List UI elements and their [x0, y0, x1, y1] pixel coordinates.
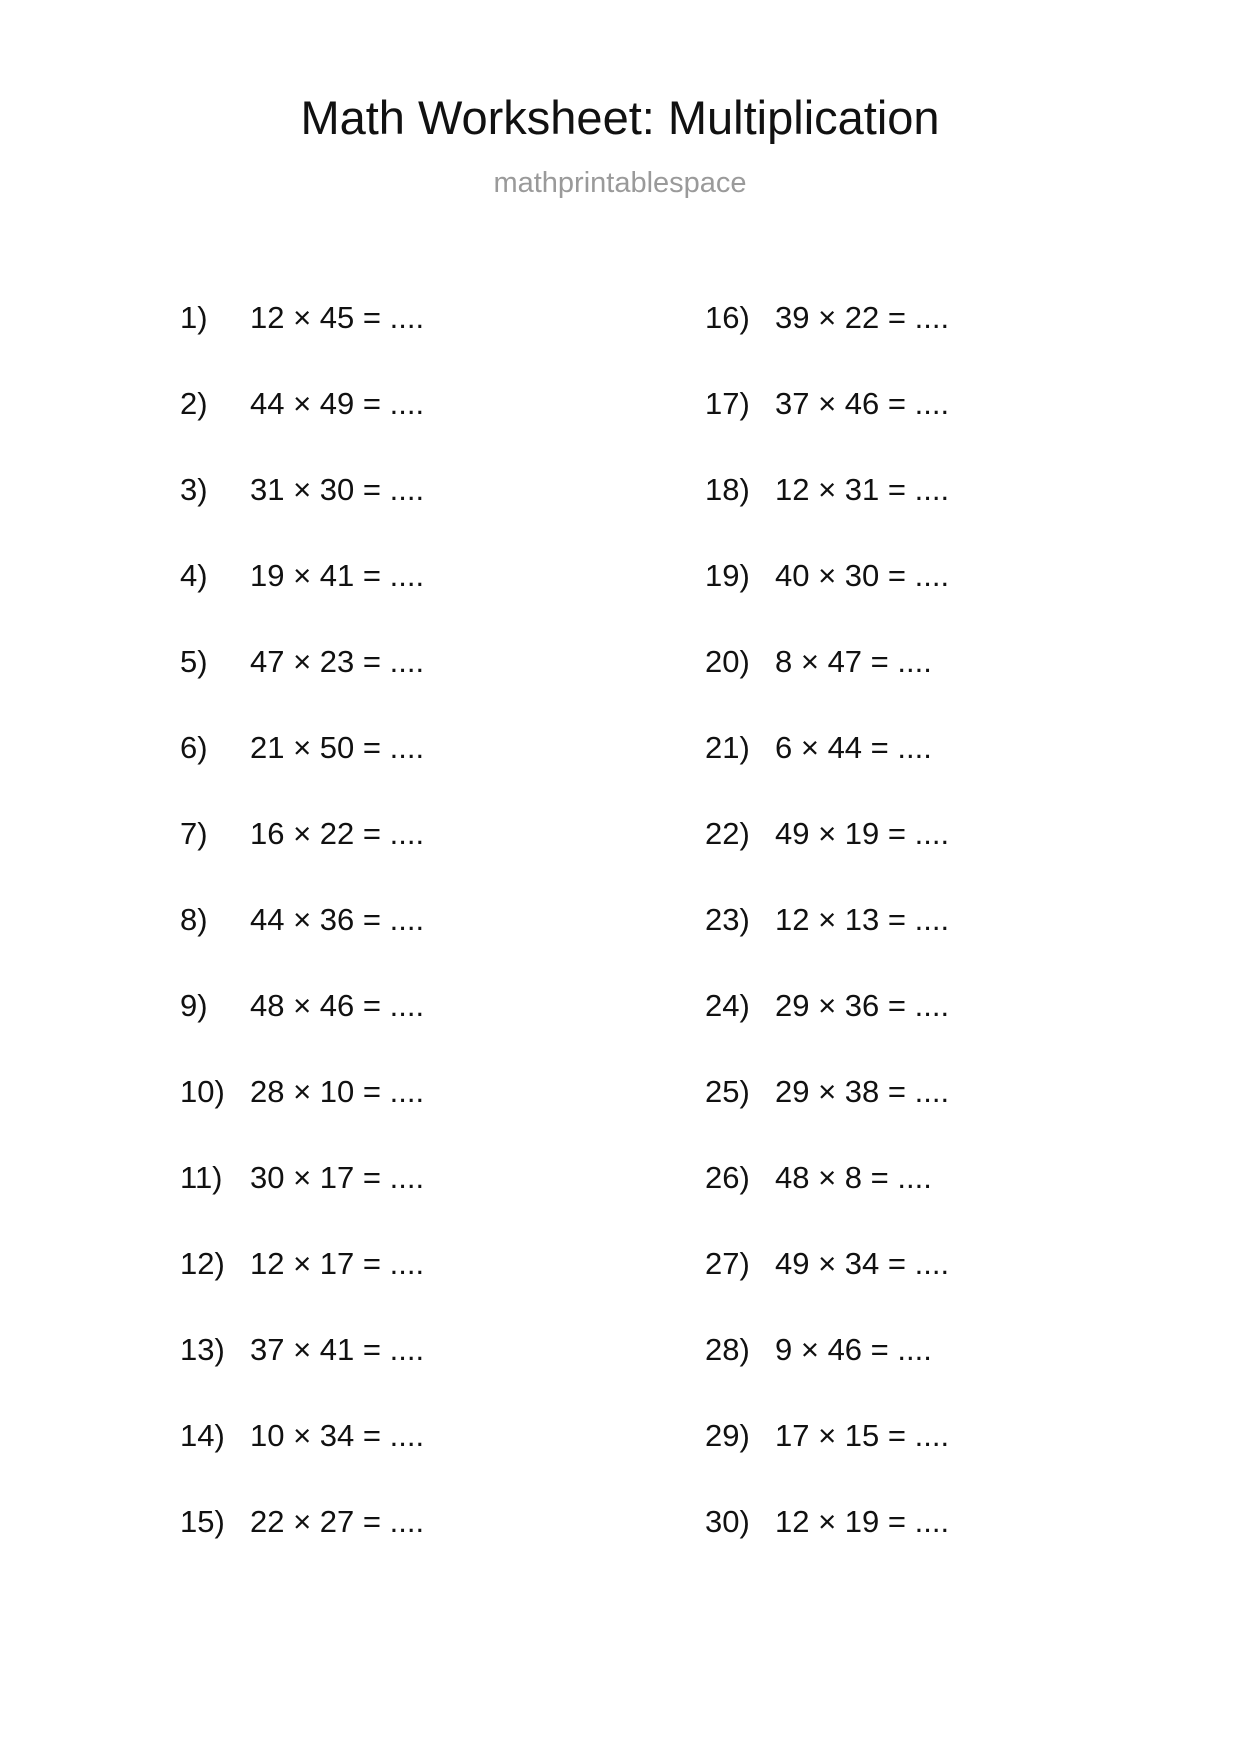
problem-expression: 12 × 19 = .... [775, 1504, 950, 1539]
page-subtitle: mathprintablespace [493, 167, 747, 199]
problem-number: 26) [705, 1160, 750, 1195]
problem-item [180, 472, 620, 558]
problem-number: 3) [180, 472, 208, 507]
problem-expression: 6 × 44 = .... [775, 730, 932, 765]
problem-item [705, 300, 1240, 386]
problem-number: 21) [705, 730, 750, 765]
problem-expression: 48 × 8 = .... [775, 1160, 932, 1195]
problems-container [0, 300, 1240, 1590]
problem-item [180, 1160, 620, 1246]
problem-item [705, 1246, 1240, 1332]
problem-item [705, 472, 1240, 558]
problem-item [705, 386, 1240, 472]
problem-number: 13) [180, 1332, 225, 1367]
problem-expression: 19 × 41 = .... [250, 558, 425, 593]
problem-item [180, 300, 620, 386]
problem-item [180, 816, 620, 902]
problem-number: 15) [180, 1504, 225, 1539]
problem-number: 11) [180, 1160, 223, 1195]
problem-item [180, 1504, 620, 1590]
problem-item [180, 902, 620, 988]
page-title: Math Worksheet: Multiplication [300, 91, 940, 144]
problem-item [705, 730, 1240, 816]
problem-number: 14) [180, 1418, 225, 1453]
problem-item [180, 730, 620, 816]
problem-number: 18) [705, 472, 750, 507]
problem-item [180, 1418, 620, 1504]
problem-number: 22) [705, 816, 750, 851]
problem-number: 2) [180, 386, 208, 421]
problem-expression: 12 × 13 = .... [775, 902, 950, 937]
problem-number: 16) [705, 300, 750, 335]
problem-item [180, 558, 620, 644]
problem-expression: 10 × 34 = .... [250, 1418, 425, 1453]
problem-expression: 12 × 17 = .... [250, 1246, 425, 1281]
problem-expression: 29 × 36 = .... [775, 988, 950, 1023]
problem-expression: 17 × 15 = .... [775, 1418, 950, 1453]
problem-expression: 28 × 10 = .... [250, 1074, 425, 1109]
problem-expression: 12 × 31 = .... [775, 472, 950, 507]
problem-number: 24) [705, 988, 750, 1023]
problem-number: 17) [705, 386, 750, 421]
problem-number: 30) [705, 1504, 750, 1539]
problem-expression: 44 × 49 = .... [250, 386, 425, 421]
problem-expression: 8 × 47 = .... [775, 644, 932, 679]
problem-expression: 40 × 30 = .... [775, 558, 950, 593]
problem-item [180, 1074, 620, 1160]
problem-expression: 49 × 19 = .... [775, 816, 950, 851]
problem-item [180, 1332, 620, 1418]
problem-expression: 12 × 45 = .... [250, 300, 425, 335]
problem-item [705, 644, 1240, 730]
problem-item [705, 558, 1240, 644]
problem-expression: 9 × 46 = .... [775, 1332, 932, 1367]
problem-expression: 44 × 36 = .... [250, 902, 425, 937]
problem-number: 20) [705, 644, 750, 679]
right-column [620, 300, 1240, 1590]
problem-expression: 37 × 46 = .... [775, 386, 950, 421]
problem-number: 23) [705, 902, 750, 937]
problem-expression: 21 × 50 = .... [250, 730, 425, 765]
problem-item [180, 386, 620, 472]
problem-number: 9) [180, 988, 208, 1023]
problem-expression: 47 × 23 = .... [250, 644, 425, 679]
problem-item [705, 902, 1240, 988]
left-column [0, 300, 620, 1590]
problem-item [705, 1418, 1240, 1504]
problem-item [705, 1332, 1240, 1418]
problem-expression: 48 × 46 = .... [250, 988, 425, 1023]
problem-item [180, 1246, 620, 1332]
problem-expression: 49 × 34 = .... [775, 1246, 950, 1281]
problem-number: 7) [180, 816, 208, 851]
problem-expression: 31 × 30 = .... [250, 472, 425, 507]
problem-item [180, 988, 620, 1074]
problem-expression: 39 × 22 = .... [775, 300, 950, 335]
problem-expression: 37 × 41 = .... [250, 1332, 425, 1367]
problem-number: 1) [180, 300, 208, 335]
problem-number: 8) [180, 902, 208, 937]
problem-number: 12) [180, 1246, 225, 1281]
problem-item [705, 1504, 1240, 1590]
problem-item [705, 1074, 1240, 1160]
problem-expression: 30 × 17 = .... [250, 1160, 425, 1195]
problem-number: 6) [180, 730, 208, 765]
problem-number: 5) [180, 644, 208, 679]
problem-number: 10) [180, 1074, 225, 1109]
problem-number: 29) [705, 1418, 750, 1453]
problem-item [705, 1160, 1240, 1246]
problem-expression: 16 × 22 = .... [250, 816, 425, 851]
problem-number: 28) [705, 1332, 750, 1367]
problem-number: 4) [180, 558, 208, 593]
problem-item [705, 988, 1240, 1074]
problem-number: 27) [705, 1246, 750, 1281]
problem-expression: 22 × 27 = .... [250, 1504, 425, 1539]
problem-expression: 29 × 38 = .... [775, 1074, 950, 1109]
problem-number: 19) [705, 558, 750, 593]
problem-item [180, 644, 620, 730]
problem-item [705, 816, 1240, 902]
problem-number: 25) [705, 1074, 750, 1109]
